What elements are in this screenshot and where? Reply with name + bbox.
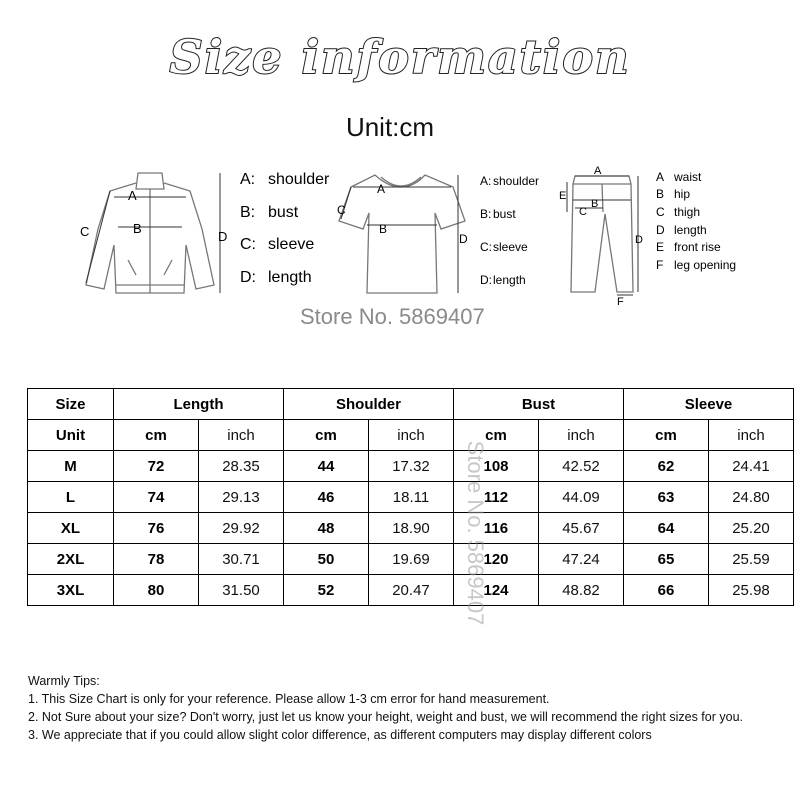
legend-key: C: <box>240 236 256 254</box>
value-cell: 25.59 <box>709 544 794 575</box>
jacket-letter-a: A <box>128 188 137 203</box>
legend-item <box>480 263 539 296</box>
legend-key: E <box>656 240 665 255</box>
tshirt-letter-a: A <box>377 182 386 196</box>
value-cell: 31.50 <box>199 575 284 606</box>
bust-header: Bust <box>454 389 624 420</box>
value-cell: 24.41 <box>709 451 794 482</box>
value-cell: 44.09 <box>539 482 624 513</box>
legend-item <box>480 197 539 230</box>
table-row <box>28 513 794 544</box>
tip-item: 2. Not Sure about your size? Don't worry, just let us know your height, weight and bust, we will recommend the right sizes for you. <box>28 710 743 724</box>
table-row <box>28 544 794 575</box>
legend-item <box>240 229 329 262</box>
legend-label: waist <box>674 169 702 184</box>
sleeve-header: Sleeve <box>624 389 794 420</box>
legend-label: length <box>493 272 526 287</box>
legend-item <box>656 168 736 186</box>
table-header-row <box>28 389 794 420</box>
value-cell: 44 <box>284 451 369 482</box>
legend-label: shoulder <box>268 171 330 189</box>
tip-item: 1. This Size Chart is only for your reference. Please allow 1-3 cm error for hand measurement. <box>28 692 550 706</box>
size-cell: L <box>28 482 114 513</box>
pants-letter-f: F <box>617 296 624 307</box>
value-cell: 74 <box>114 482 199 513</box>
value-cell: 25.20 <box>709 513 794 544</box>
tshirt-diagram <box>333 165 473 300</box>
value-cell: 46 <box>284 482 369 513</box>
value-cell: 25.98 <box>709 575 794 606</box>
legend-label: sleeve <box>493 239 528 254</box>
legend-item <box>240 164 329 197</box>
pants-letter-e: E <box>559 190 567 202</box>
shoulder-header: Shoulder <box>284 389 454 420</box>
value-cell: 20.47 <box>369 575 454 606</box>
legend-label: bust <box>268 203 299 221</box>
value-cell: 42.52 <box>539 451 624 482</box>
legend-item <box>480 230 539 263</box>
tshirt-letter-b: B <box>379 222 388 236</box>
tip-item: 3. We appreciate that if you could allow slight color difference, as different computers may display different colors <box>28 728 652 742</box>
legend-item <box>240 262 329 295</box>
cm-header: cm <box>454 420 539 451</box>
store-label: Store No. 5869407 <box>300 304 485 329</box>
jacket-letter-c: C <box>80 224 90 239</box>
legend-key: A <box>656 169 665 184</box>
size-cell: XL <box>28 513 114 544</box>
legend-label: shoulder <box>493 173 540 188</box>
pants-letter-d: D <box>635 234 643 246</box>
legend-key: D: <box>480 272 492 287</box>
value-cell: 108 <box>454 451 539 482</box>
value-cell: 48 <box>284 513 369 544</box>
value-cell: 80 <box>114 575 199 606</box>
table-row <box>28 451 794 482</box>
legend-item <box>240 197 329 230</box>
value-cell: 112 <box>454 482 539 513</box>
value-cell: 45.67 <box>539 513 624 544</box>
size-table <box>27 388 794 606</box>
legend-key: A: <box>480 173 492 188</box>
size-header: Size <box>28 389 114 420</box>
tips-section <box>28 672 743 744</box>
pants-diagram <box>555 162 655 307</box>
jacket-letter-b: B <box>133 221 142 236</box>
value-cell: 65 <box>624 544 709 575</box>
value-cell: 50 <box>284 544 369 575</box>
pants-letter-c: C <box>579 206 587 218</box>
value-cell: 76 <box>114 513 199 544</box>
size-cell: M <box>28 451 114 482</box>
length-header: Length <box>114 389 284 420</box>
jacket-letter-d: D <box>218 229 228 244</box>
value-cell: 29.92 <box>199 513 284 544</box>
store-watermark: Store No. 5869407 <box>463 440 488 626</box>
legend-key: B: <box>480 206 492 221</box>
tshirt-legend <box>480 164 539 296</box>
value-cell: 72 <box>114 451 199 482</box>
pants-legend <box>656 168 736 274</box>
value-cell: 120 <box>454 544 539 575</box>
value-cell: 29.13 <box>199 482 284 513</box>
value-cell: 64 <box>624 513 709 544</box>
inch-header: inch <box>539 420 624 451</box>
value-cell: 116 <box>454 513 539 544</box>
legend-item <box>656 238 736 256</box>
legend-item <box>656 186 736 204</box>
tshirt-letter-d: D <box>459 232 468 246</box>
legend-label: length <box>268 268 312 286</box>
unit-header: Unit <box>28 420 114 451</box>
value-cell: 48.82 <box>539 575 624 606</box>
size-cell: 3XL <box>28 575 114 606</box>
inch-header: inch <box>369 420 454 451</box>
legend-key: C: <box>480 239 492 254</box>
legend-key: A: <box>240 171 256 189</box>
cm-header: cm <box>114 420 199 451</box>
cm-header: cm <box>624 420 709 451</box>
value-cell: 28.35 <box>199 451 284 482</box>
unit-label: Unit:cm <box>345 112 435 142</box>
legend-key: B <box>656 187 665 202</box>
legend-item <box>656 203 736 221</box>
value-cell: 52 <box>284 575 369 606</box>
legend-label: front rise <box>674 240 721 255</box>
legend-key: D: <box>240 268 256 286</box>
value-cell: 78 <box>114 544 199 575</box>
inch-header: inch <box>199 420 284 451</box>
value-cell: 66 <box>624 575 709 606</box>
cm-header: cm <box>284 420 369 451</box>
inch-header: inch <box>709 420 794 451</box>
legend-item <box>656 221 736 239</box>
legend-key: D <box>656 222 665 237</box>
legend-key: F <box>656 257 664 272</box>
legend-label: length <box>674 222 707 237</box>
legend-label: bust <box>493 206 516 221</box>
legend-item <box>656 256 736 274</box>
value-cell: 24.80 <box>709 482 794 513</box>
value-cell: 63 <box>624 482 709 513</box>
value-cell: 19.69 <box>369 544 454 575</box>
legend-label: sleeve <box>268 236 315 254</box>
pants-letter-b: B <box>591 198 599 210</box>
value-cell: 18.11 <box>369 482 454 513</box>
tips-heading: Warmly Tips: <box>28 674 100 688</box>
page-title: Size information <box>169 30 631 84</box>
jacket-diagram <box>70 165 240 305</box>
table-row <box>28 575 794 606</box>
legend-label: thigh <box>674 204 701 219</box>
value-cell: 62 <box>624 451 709 482</box>
table-unit-row <box>28 420 794 451</box>
legend-key: C <box>656 204 665 219</box>
legend-item <box>480 164 539 197</box>
value-cell: 47.24 <box>539 544 624 575</box>
pants-letter-a: A <box>594 165 602 177</box>
size-cell: 2XL <box>28 544 114 575</box>
value-cell: 30.71 <box>199 544 284 575</box>
legend-label: hip <box>674 187 691 202</box>
value-cell: 17.32 <box>369 451 454 482</box>
tshirt-letter-c: C <box>337 203 346 217</box>
jacket-legend <box>240 164 329 294</box>
legend-label: leg opening <box>674 257 737 272</box>
value-cell: 18.90 <box>369 513 454 544</box>
value-cell: 124 <box>454 575 539 606</box>
legend-key: B: <box>240 203 256 221</box>
table-row <box>28 482 794 513</box>
